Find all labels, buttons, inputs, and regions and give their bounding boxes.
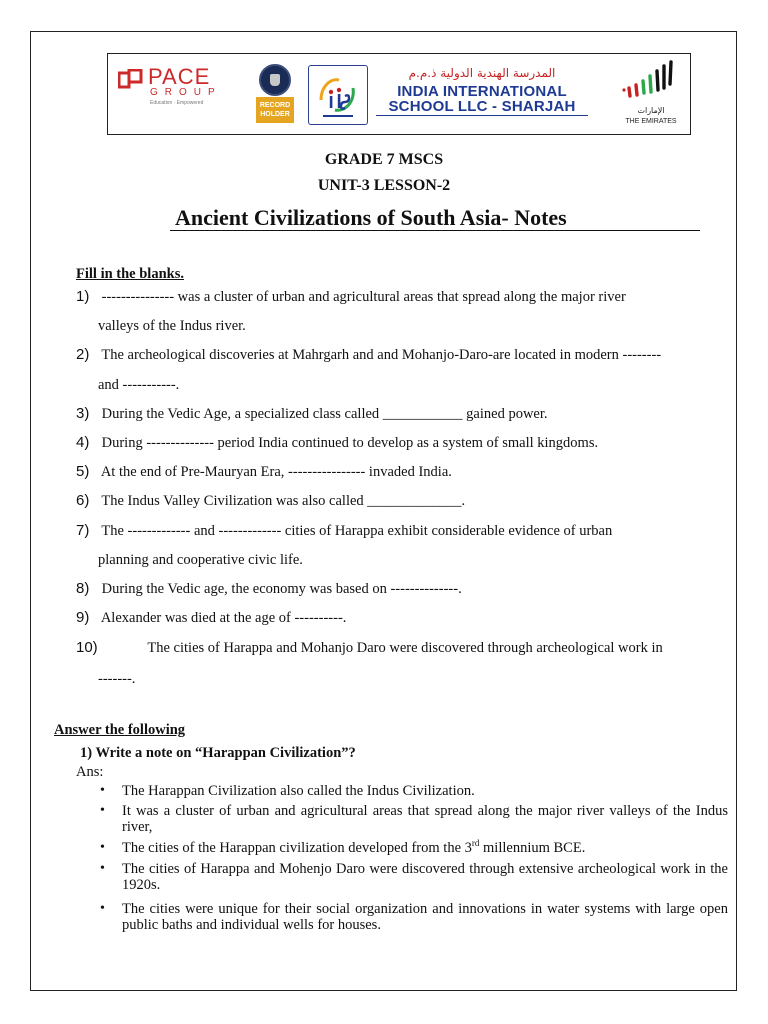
blank-item-1	[76, 289, 626, 305]
blank-item-6	[76, 493, 465, 509]
school-name-line2: SCHOOL LLC - SHARJAH	[388, 98, 576, 115]
blank-item-text: --------------- was a cluster of urban and agricultural areas that spread along the major river	[101, 289, 626, 305]
blank-item-text: The cities of Harappa and Mohanjo Daro were discovered through archeological work in	[147, 640, 663, 656]
answer-bullet-3-sup: rd	[471, 838, 480, 849]
grade-title: GRADE 7 MSCS	[324, 151, 444, 168]
blank-item-text: Alexander was died at the age of ----------.	[100, 610, 347, 626]
emirates-name-text: THE EMIRATES	[625, 118, 677, 125]
school-name-divider	[376, 115, 588, 116]
school-name-line1: INDIA INTERNATIONAL	[397, 83, 567, 100]
answer-bullet-3	[122, 840, 728, 856]
blank-item-number: 2)	[76, 346, 90, 363]
blank-item-2	[76, 347, 661, 363]
blank-item-2-continued: and -----------.	[98, 377, 180, 393]
iis-logo	[308, 65, 368, 125]
blank-item-text: During -------------- period India continued to develop as a system of small kingdoms.	[101, 435, 599, 451]
record-holder-badge	[256, 64, 294, 126]
answer-label: Ans:	[76, 764, 104, 780]
blank-item-text: The archeological discoveries at Mahrgarh and and Mohanjo-Daro-are located in modern --------	[101, 347, 662, 363]
pace-mark-icon	[118, 69, 144, 91]
blank-item-3	[76, 406, 548, 422]
blank-item-text: During the Vedic age, the economy was based on --------------.	[101, 581, 462, 597]
blank-item-8	[76, 581, 462, 597]
bullet-glyph: •	[100, 803, 105, 818]
answer-bullet-1: The Harappan Civilization also called the Indus Civilization.	[122, 783, 475, 799]
answer-bullet-3-post: millennium BCE.	[479, 840, 586, 856]
answer-heading: Answer the following	[54, 722, 186, 738]
blank-item-number: 7)	[76, 522, 90, 539]
answer-bullet-2: It was a cluster of urban and agricultural areas that spread along the major river valleys of the Indus river,	[122, 803, 728, 835]
blank-item-10	[76, 640, 663, 656]
blank-item-9	[76, 610, 346, 626]
blank-item-number: 8)	[76, 580, 90, 597]
blank-item-text: The ------------- and ------------- cities of Harappa exhibit considerable evidence of urban	[101, 523, 613, 539]
answer-bullet-3-pre: The cities of the Harappan civilization developed from the 3	[122, 840, 472, 856]
the-emirates-logo	[616, 60, 686, 132]
blank-item-7	[76, 523, 612, 539]
emirates-arabic-text: الإمارات	[637, 106, 665, 115]
blank-item-text: During the Vedic Age, a specialized class called ___________ gained power.	[101, 406, 548, 422]
answer-bullet-5: The cities were unique for their social organization and innovations in water systems with large open public baths and individual wells for houses.	[122, 901, 728, 933]
bullet-glyph: •	[100, 861, 105, 876]
blank-item-4	[76, 435, 598, 451]
blank-item-number: 4)	[76, 434, 90, 451]
bullet-glyph: •	[100, 783, 105, 798]
bullet-glyph: •	[100, 901, 105, 916]
blank-item-number: 5)	[76, 463, 90, 480]
iis-emblem-icon	[309, 66, 366, 123]
record-holder-label: RECORD HOLDER	[256, 97, 294, 123]
blank-item-text: At the end of Pre-Mauryan Era, ---------------- invaded India.	[100, 464, 452, 480]
blank-item-text: The Indus Valley Civilization was also called _____________.	[101, 493, 466, 509]
fill-blanks-heading: Fill in the blanks.	[76, 266, 184, 282]
blank-item-1-continued: valleys of the Indus river.	[98, 318, 246, 334]
school-name-arabic: المدرسة الهندية الدولية ذ.م.م	[408, 66, 556, 80]
blank-item-5	[76, 464, 452, 480]
header-banner	[107, 53, 691, 135]
main-title-underline	[170, 205, 700, 231]
pace-group-text: GROUP	[150, 87, 222, 98]
pace-tagline: Education · Empowered	[150, 100, 204, 106]
bullet-glyph: •	[100, 840, 105, 855]
school-name	[374, 84, 590, 114]
question-1: 1) Write a note on “Harappan Civilization”?	[80, 745, 356, 761]
blank-item-number: 1)	[76, 288, 90, 305]
emirates-bars-icon	[616, 60, 686, 104]
answer-bullet-4: The cities of Harappa and Mohenjo Daro were discovered through extensive archeological work in the 1920s.	[122, 861, 728, 893]
blank-item-number: 6)	[76, 492, 90, 509]
blank-item-10-continued: -------.	[98, 671, 136, 687]
blank-item-7-continued: planning and cooperative civic life.	[98, 552, 303, 568]
blank-item-number: 10)	[76, 639, 98, 656]
blank-item-number: 9)	[76, 609, 90, 626]
guinness-seal-icon	[259, 64, 291, 96]
unit-title: UNIT-3 LESSON-2	[317, 177, 451, 194]
blank-item-number: 3)	[76, 405, 90, 422]
pace-group-logo	[118, 66, 238, 118]
pace-wordmark: PACE	[148, 64, 211, 89]
main-title: Ancient Civilizations of South Asia- Notes	[175, 205, 567, 230]
